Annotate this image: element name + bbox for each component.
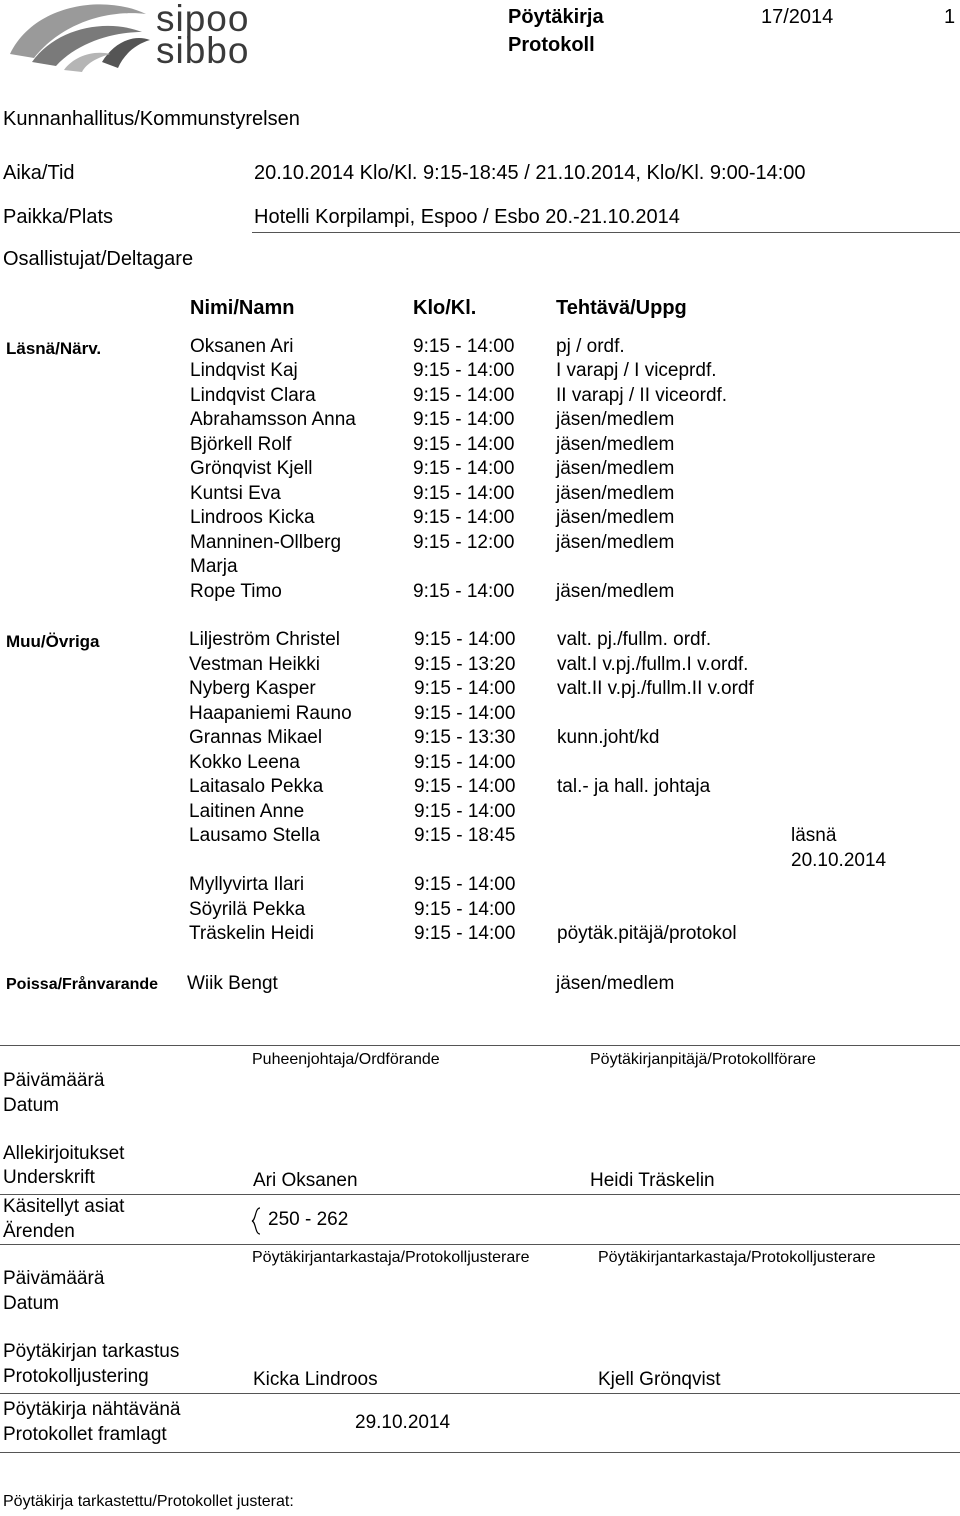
absent-name: Wiik Bengt [187, 973, 278, 994]
participant-time: 9:15 - 14:00 [414, 678, 516, 699]
participant-name: Oksanen Ari [190, 336, 294, 357]
participant-name: Abrahamsson Anna [190, 409, 356, 430]
participant-row [0, 629, 960, 654]
doc-type-fi: Pöytäkirja [508, 6, 604, 28]
participant-time: 9:15 - 14:00 [414, 776, 516, 797]
participant-note: läsnä [791, 825, 837, 846]
doc-type-sv: Protokoll [508, 34, 595, 56]
time-label: Aika/Tid [3, 162, 75, 184]
participant-time: 9:15 - 12:00 [413, 532, 515, 553]
participant-time: 9:15 - 14:00 [413, 385, 515, 406]
participant-name: Laitasalo Pekka [189, 776, 324, 797]
checker2-title: Pöytäkirjantarkastaja/Protokolljusterare [598, 1249, 876, 1266]
participant-time: 9:15 - 14:00 [414, 874, 516, 895]
check-label-fi: Pöytäkirjan tarkastus [3, 1341, 180, 1362]
participant-name: Lindroos Kicka [190, 507, 315, 528]
participant-name: Marja [190, 556, 238, 577]
participant-row [0, 776, 960, 801]
items-label-sv: Ärenden [3, 1221, 75, 1242]
check-label-sv: Protokolljustering [3, 1366, 149, 1387]
participant-time: 9:15 - 14:00 [413, 458, 515, 479]
signatures-label-sv: Underskrift [3, 1167, 95, 1188]
participant-role: pöytäk.pitäjä/protokol [557, 923, 737, 944]
participant-name: Lindqvist Kaj [190, 360, 298, 381]
present-label: Läsnä/Närv. [6, 339, 102, 358]
secretary-title: Pöytäkirjanpitäjä/Protokollförare [590, 1051, 816, 1068]
municipality-logo [4, 0, 254, 72]
participant-name: Rope Timo [190, 581, 282, 602]
participant-time: 9:15 - 14:00 [414, 923, 516, 944]
secretary-name: Heidi Träskelin [590, 1170, 715, 1191]
participant-role: pj / ordf. [556, 336, 625, 357]
participant-name: Kuntsi Eva [190, 483, 281, 504]
participant-time: 9:15 - 18:45 [414, 825, 516, 846]
participant-row [0, 923, 960, 948]
participant-row [0, 850, 960, 875]
participant-row [0, 678, 960, 703]
participant-time: 9:15 - 14:00 [413, 409, 515, 430]
participant-time: 9:15 - 14:00 [414, 801, 516, 822]
participant-row [0, 360, 960, 385]
participant-time: 9:15 - 14:00 [413, 434, 515, 455]
participant-name: Haapaniemi Rauno [189, 703, 352, 724]
participant-name: Grannas Mikael [189, 727, 323, 748]
chair-name: Ari Oksanen [253, 1170, 358, 1191]
time-value: 20.10.2014 Klo/Kl. 9:15-18:45 / 21.10.2014, Klo/Kl. 9:00-14:00 [254, 162, 806, 184]
participant-time: 9:15 - 13:20 [414, 654, 516, 675]
column-header-time: Klo/Kl. [413, 297, 477, 319]
participant-time: 9:15 - 13:30 [414, 727, 516, 748]
participant-role: II varapj / II viceordf. [556, 385, 728, 406]
participant-time: 9:15 - 14:00 [414, 752, 516, 773]
participant-note-date: 20.10.2014 [791, 850, 887, 871]
participant-row [0, 409, 960, 434]
place-label: Paikka/Plats [3, 206, 114, 228]
participant-name: Kokko Leena [189, 752, 300, 773]
participant-name: Söyrilä Pekka [189, 899, 306, 920]
date2-label-sv: Datum [3, 1293, 59, 1314]
brace-icon [251, 1207, 261, 1235]
participant-role: jäsen/medlem [556, 434, 675, 455]
absent-label: Poissa/Frånvarande [6, 976, 159, 993]
participant-row [0, 899, 960, 924]
participant-role: jäsen/medlem [556, 507, 675, 528]
participant-name: Liljeström Christel [189, 629, 340, 650]
checker2-name: Kjell Grönqvist [598, 1369, 721, 1390]
participant-row [0, 458, 960, 483]
participant-name: Björkell Rolf [190, 434, 292, 455]
participant-role: valt.II v.pj./fullm.II v.ordf [557, 678, 754, 699]
participant-role: tal.- ja hall. johtaja [557, 776, 711, 797]
divider [0, 1194, 960, 1195]
participant-row [0, 825, 960, 850]
column-header-name: Nimi/Namn [190, 297, 295, 319]
participant-row [0, 654, 960, 679]
participant-name: Grönqvist Kjell [190, 458, 313, 479]
logo-text-sibbo: sibbo [156, 30, 250, 71]
participant-role: kunn.joht/kd [557, 727, 660, 748]
participant-row [0, 532, 960, 557]
divider [252, 232, 960, 233]
participant-role: jäsen/medlem [556, 532, 675, 553]
absent-role: jäsen/medlem [556, 973, 675, 994]
participant-row [0, 336, 960, 361]
participant-time: 9:15 - 14:00 [413, 507, 515, 528]
participant-row [0, 385, 960, 410]
participant-time: 9:15 - 14:00 [413, 360, 515, 381]
participant-row [0, 434, 960, 459]
participant-role: valt.I v.pj./fullm.I v.ordf. [557, 654, 749, 675]
divider [0, 1045, 960, 1046]
chair-title: Puheenjohtaja/Ordförande [252, 1051, 440, 1068]
others-label: Muu/Övriga [6, 632, 100, 651]
participant-name: Lausamo Stella [189, 825, 320, 846]
logo-text-sipoo: sipoo [156, 0, 250, 39]
divider [0, 1393, 960, 1394]
items-value: 250 - 262 [268, 1209, 349, 1230]
column-header-role: Tehtävä/Uppg [556, 297, 687, 319]
doc-number: 17/2014 [761, 6, 834, 28]
participant-row [0, 752, 960, 777]
participant-name: Vestman Heikki [189, 654, 320, 675]
participant-row [0, 801, 960, 826]
organ-title: Kunnanhallitus/Kommunstyrelsen [3, 108, 300, 130]
place-value: Hotelli Korpilampi, Espoo / Esbo 20.-21.10.2014 [254, 206, 680, 228]
participant-time: 9:15 - 14:00 [414, 899, 516, 920]
participant-name: Myllyvirta Ilari [189, 874, 305, 895]
page-number: 1 [944, 6, 956, 28]
footer-note: Pöytäkirja tarkastettu/Protokollet justerat: [3, 1493, 294, 1510]
participant-name: Träskelin Heidi [189, 923, 314, 944]
date-label-fi: Päivämäärä [3, 1070, 105, 1091]
display-label-sv: Protokollet framlagt [3, 1424, 167, 1445]
participant-name: Lindqvist Clara [190, 385, 316, 406]
participant-time: 9:15 - 14:00 [413, 483, 515, 504]
display-label-fi: Pöytäkirja nähtävänä [3, 1399, 181, 1420]
participant-time: 9:15 - 14:00 [413, 336, 515, 357]
divider [0, 1452, 960, 1453]
checker1-title: Pöytäkirjantarkastaja/Protokolljusterare [252, 1249, 530, 1266]
participant-role: valt. pj./fullm. ordf. [557, 629, 712, 650]
participant-name: Nyberg Kasper [189, 678, 316, 699]
date2-label-fi: Päivämäärä [3, 1268, 105, 1289]
participant-name: Laitinen Anne [189, 801, 305, 822]
signatures-label-fi: Allekirjoitukset [3, 1143, 125, 1164]
items-label-fi: Käsitellyt asiat [3, 1196, 125, 1217]
participants-label: Osallistujat/Deltagare [3, 248, 194, 270]
participant-name: Manninen-Ollberg [190, 532, 342, 553]
participant-role: I varapj / I viceprdf. [556, 360, 717, 381]
participant-row [0, 703, 960, 728]
participant-time: 9:15 - 14:00 [414, 703, 516, 724]
participant-role: jäsen/medlem [556, 581, 675, 602]
participant-role: jäsen/medlem [556, 409, 675, 430]
divider [0, 1244, 960, 1245]
participant-row [0, 507, 960, 532]
participant-row [0, 581, 960, 606]
date-label-sv: Datum [3, 1095, 59, 1116]
participant-row [0, 483, 960, 508]
participant-role: jäsen/medlem [556, 458, 675, 479]
participant-time: 9:15 - 14:00 [413, 581, 515, 602]
participant-row [0, 874, 960, 899]
participant-time: 9:15 - 14:00 [414, 629, 516, 650]
participant-role: jäsen/medlem [556, 483, 675, 504]
participant-row [0, 556, 960, 581]
display-date: 29.10.2014 [355, 1412, 451, 1433]
participant-row [0, 727, 960, 752]
logo-swoosh-icon [4, 0, 154, 72]
checker1-name: Kicka Lindroos [253, 1369, 378, 1390]
